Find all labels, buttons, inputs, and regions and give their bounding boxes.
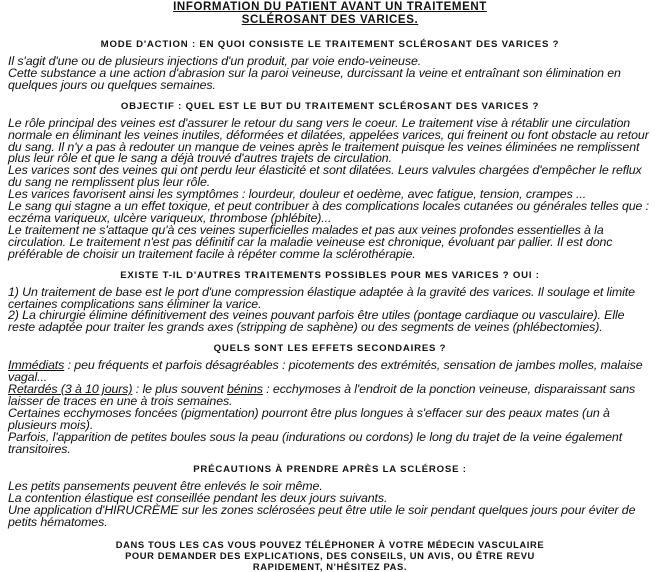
paragraph: 2) La chirurgie élimine définitivement des veines pouvant parfois être utiles (pontage cardiaque ou vasculaire). Elle reste adaptée pour traiter les grands axes (stripping de saphène) ou des segments de veines (phlébectomies).	[8, 308, 625, 335]
footer-line-3: RAPIDEMENT, N'HÉSITEZ PAS.	[252, 561, 408, 572]
paragraph: Une application d'HIRUCRÈME sur les zones sclérosées peut être utile le soir pendant quelques jours pour éviter de petits hématomes.	[8, 503, 636, 530]
retardes-label: Retardés (3 à 10 jours)	[8, 382, 133, 397]
paragraph: Le sang qui stagne a un effet toxique, et peut contribuer à des complications locales cutanées ou générales telles que : eczéma variqueux, ulcère variqueux, thrombose (phlébite)...	[8, 199, 650, 225]
paragraph: Cette substance a une action d'abrasion sur la paroi veineuse, durcissant la veine et entraînant son élimination en quelques jours ou quelques semaines.	[8, 65, 621, 92]
title-line-1: INFORMATION DU PATIENT AVANT UN TRAITEMENT	[173, 1, 487, 13]
document-title	[8, 0, 652, 27]
paragraph: Les varices favorisent ainsi les symptômes : lourdeur, douleur et oedème, avec fatigue, tension, crampes ...	[8, 187, 587, 202]
paragraph-immediats	[8, 360, 652, 384]
paragraph: Certaines ecchymoses foncées (pigmentation) pourront être plus longues à s'effacer sur des peaux mates (un à plusieurs mois).	[8, 405, 610, 432]
paragraph: La contention élastique est conseillée pendant les deux jours suivants.	[8, 491, 388, 506]
section-heading: PRÉCAUTIONS À PRENDRE APRÈS LA SCLÉROSE :	[193, 464, 467, 476]
section-heading: MODE D'ACTION : EN QUOI CONSISTE LE TRAITEMENT SCLÉROSANT DES VARICES ?	[100, 39, 560, 50]
immediats-text: : peu fréquents et parfois désagréables : picotements des extrémités, sensation de jambes molles, malaise vagal...	[8, 358, 643, 385]
paragraph: Il s'agit d'une ou de plusieurs injections d'un produit, par voie endo-veineuse.	[8, 54, 422, 68]
section-precautions	[8, 464, 652, 529]
section-effets-secondaires	[8, 343, 652, 455]
paragraph: 1) Un traitement de base est le port d'une compression élastique adaptée à la gravité des varices. Il soulage et limite certaines complications sans éliminer la varice.	[8, 284, 635, 311]
section-autres-traitements	[8, 270, 652, 335]
section-mode-action	[8, 39, 652, 92]
title-line-2: SCLÉROSANT DES VARICES.	[241, 14, 419, 26]
paragraph: Le traitement ne s'attaque qu'à ces veines superficielles malades et pas aux veines profondes essentielles à la circulation. Le traitement n'est pas définitif car la maladie veineuse est chronique, évoluant par pallier. Il est donc préférable de choisir un traitement facile à répéter comme la sclérothérapie.	[8, 222, 613, 261]
footer-line-2: POUR DEMANDER DES EXPLICATIONS, DES CONSEILS, UN AVIS, OU ÊTRE REVU	[125, 550, 535, 562]
footer-line-1: DANS TOUS LES CAS VOUS POUVEZ TÉLÉPHONER À VOTRE MÉDECIN VASCULAIRE	[115, 539, 545, 551]
benins-label: bénins	[226, 382, 263, 397]
retardes-text: : ecchymoses à l'endroit de la ponction veineuse, disparaissant sans laisser de traces en une à trois semaines.	[8, 382, 636, 408]
section-heading: QUELS SONT LES EFFETS SECONDAIRES ?	[213, 343, 447, 355]
section-heading: EXISTE T-IL D'AUTRES TRAITEMENTS POSSIBLES POUR MES VARICES ? OUI :	[120, 269, 540, 281]
paragraph: Le rôle principal des veines est d'assurer le retour du sang vers le coeur. Le traitement vise à rétablir une circulation normale en éliminant les veines inutiles, déformées et dilatées, appelées varices, qui freinent ou font obstacle au retour du sang. Il n'y a pas à redouter un manque de veines après le traitement puisque les veines éliminées ne remplissent plus leur rôle et que le sang a déjà trouvé d'autres trajets de circulation.	[8, 115, 649, 166]
section-heading: OBJECTIF : QUEL EST LE BUT DU TRAITEMENT SCLÉROSANT DES VARICES ?	[120, 100, 540, 112]
paragraph: Les petits pansements peuvent être enlevés le soir même.	[8, 479, 323, 494]
retardes-mid: : le plus souvent	[132, 382, 227, 397]
paragraph-retardes	[8, 384, 652, 408]
paragraph: Parfois, l'apparition de petites boules sous la peau (indurations ou cordons) le long du trajet de la veine également transitoires.	[8, 429, 623, 456]
section-objectif	[8, 101, 652, 261]
footer-note	[8, 539, 652, 572]
immediats-label: Immédiats	[8, 358, 65, 373]
paragraph: Les varices sont des veines qui ont perdu leur élasticité et sont dilatées. Leurs valvules chargées d'empêcher le reflux du sang ne remplissent plus leur rôle.	[8, 163, 642, 190]
